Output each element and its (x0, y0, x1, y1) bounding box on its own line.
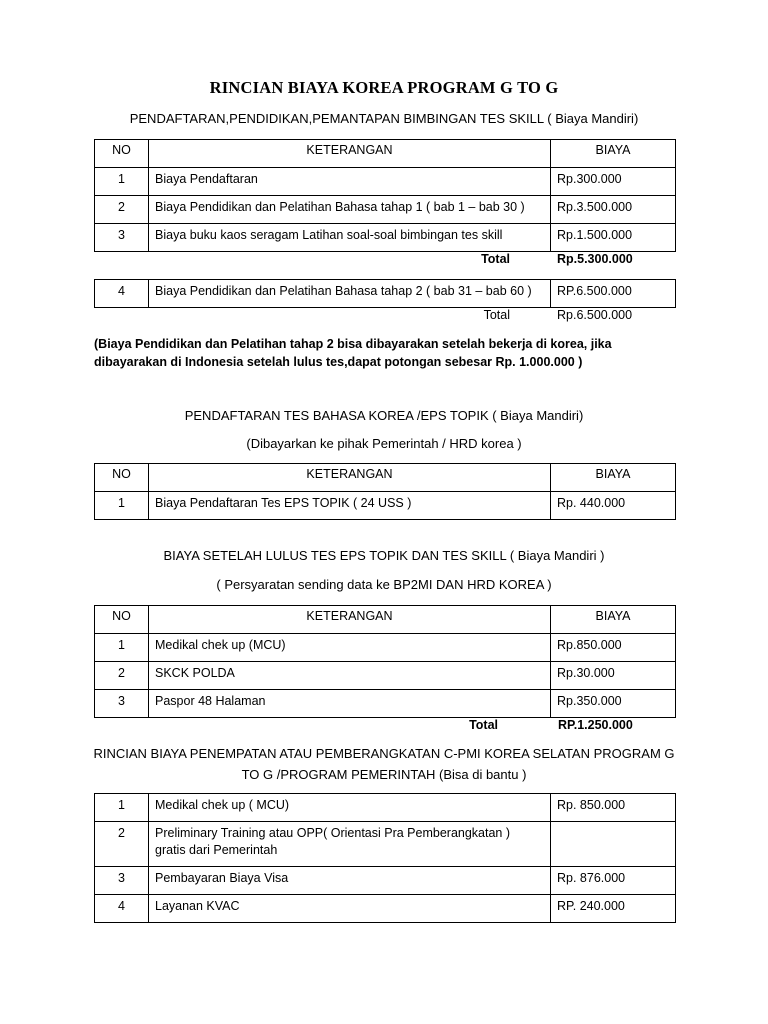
header-no: NO (95, 140, 149, 168)
row-keterangan-line: gratis dari Pemerintah (155, 843, 278, 857)
header-biaya: BIAYA (551, 464, 676, 492)
total-label: Total (481, 252, 510, 266)
row-no: 2 (95, 822, 149, 867)
row-no: 1 (95, 794, 149, 822)
table-row (95, 690, 676, 718)
row-keterangan: Layanan KVAC (149, 895, 551, 923)
table-header-row (95, 140, 676, 168)
row-keterangan-line: Preliminary Training atau OPP( Orientasi Pra Pemberangkatan ) (155, 826, 511, 840)
section4-heading: RINCIAN BIAYA PENEMPATAN ATAU PEMBERANGKATAN C-PMI KOREA SELATAN PROGRAM G TO G /PROGRAM PEMERINTAH (Bisa di bantu ) (93, 746, 675, 782)
row-biaya: Rp.300.000 (551, 168, 676, 196)
row-biaya: Rp. 850.000 (551, 794, 676, 822)
header-biaya: BIAYA (551, 606, 676, 634)
row-biaya: Rp. 440.000 (551, 492, 676, 520)
table-row (95, 662, 676, 690)
section1-table-2 (94, 279, 676, 308)
table-row (95, 895, 676, 923)
row-no: 1 (95, 634, 149, 662)
total-label: Total (469, 718, 498, 732)
row-biaya (551, 822, 676, 867)
row-keterangan: SKCK POLDA (149, 662, 551, 690)
row-biaya: RP.6.500.000 (551, 280, 676, 308)
section2-table (94, 463, 676, 520)
document-title: RINCIAN BIAYA KOREA PROGRAM G TO G (209, 78, 559, 97)
total-label: Total (483, 308, 510, 322)
row-no: 2 (95, 662, 149, 690)
section2-subheading: (Dibayarkan ke pihak Pemerintah / HRD korea ) (246, 436, 522, 451)
section1-heading: PENDAFTARAN,PENDIDIKAN,PEMANTAPAN BIMBINGAN TES SKILL ( Biaya Mandiri) (129, 111, 639, 126)
section3-subheading: ( Persyaratan sending data ke BP2MI DAN HRD KOREA ) (216, 577, 552, 592)
row-no: 1 (95, 168, 149, 196)
row-keterangan: Biaya Pendaftaran Tes EPS TOPIK ( 24 USS ) (149, 492, 551, 520)
row-keterangan: Pembayaran Biaya Visa (149, 867, 551, 895)
row-keterangan (149, 822, 551, 867)
table-row (95, 196, 676, 224)
table-row (95, 822, 676, 867)
total-value: RP.1.250.000 (558, 718, 633, 732)
row-keterangan: Paspor 48 Halaman (149, 690, 551, 718)
row-keterangan: Biaya Pendidikan dan Pelatihan Bahasa tahap 2 ( bab 31 – bab 60 ) (149, 280, 551, 308)
header-biaya: BIAYA (551, 140, 676, 168)
note-line-2: dibayarakan di Indonesia setelah lulus tes,dapat potongan sebesar Rp. 1.000.000 ) (94, 355, 583, 369)
header-keterangan: KETERANGAN (149, 606, 551, 634)
table-row (95, 280, 676, 308)
row-keterangan: Biaya Pendaftaran (149, 168, 551, 196)
header-no: NO (95, 464, 149, 492)
table-row (95, 634, 676, 662)
table-row (95, 867, 676, 895)
section3-table (94, 605, 676, 718)
row-biaya: Rp.1.500.000 (551, 224, 676, 252)
section1-table (94, 139, 676, 252)
row-keterangan: Biaya Pendidikan dan Pelatihan Bahasa tahap 1 ( bab 1 – bab 30 ) (149, 196, 551, 224)
row-biaya: Rp.850.000 (551, 634, 676, 662)
table-row (95, 168, 676, 196)
section3-heading: BIAYA SETELAH LULUS TES EPS TOPIK DAN TES SKILL ( Biaya Mandiri ) (163, 548, 605, 563)
row-biaya: Rp.30.000 (551, 662, 676, 690)
table-row (95, 492, 676, 520)
section4-table (94, 793, 676, 923)
row-biaya: Rp.3.500.000 (551, 196, 676, 224)
payment-note (94, 335, 654, 371)
note-line-1: (Biaya Pendidikan dan Pelatihan tahap 2 bisa dibayarakan setelah bekerja di korea, jika (94, 337, 612, 351)
row-biaya: Rp.350.000 (551, 690, 676, 718)
row-keterangan: Medikal chek up (MCU) (149, 634, 551, 662)
header-keterangan: KETERANGAN (149, 140, 551, 168)
table-header-row (95, 606, 676, 634)
row-no: 1 (95, 492, 149, 520)
row-biaya: RP. 240.000 (551, 895, 676, 923)
table-row (95, 224, 676, 252)
table-header-row (95, 464, 676, 492)
row-no: 3 (95, 224, 149, 252)
header-no: NO (95, 606, 149, 634)
total-value: Rp.5.300.000 (557, 252, 633, 266)
section2-heading: PENDAFTARAN TES BAHASA KOREA /EPS TOPIK ( Biaya Mandiri) (184, 408, 584, 423)
row-keterangan: Medikal chek up ( MCU) (149, 794, 551, 822)
total-value: Rp.6.500.000 (557, 308, 633, 322)
row-no: 2 (95, 196, 149, 224)
table-row (95, 794, 676, 822)
header-keterangan: KETERANGAN (149, 464, 551, 492)
row-no: 3 (95, 690, 149, 718)
row-no: 3 (95, 867, 149, 895)
row-biaya: Rp. 876.000 (551, 867, 676, 895)
row-no: 4 (95, 895, 149, 923)
row-keterangan: Biaya buku kaos seragam Latihan soal-soal bimbingan tes skill (149, 224, 551, 252)
row-no: 4 (95, 280, 149, 308)
